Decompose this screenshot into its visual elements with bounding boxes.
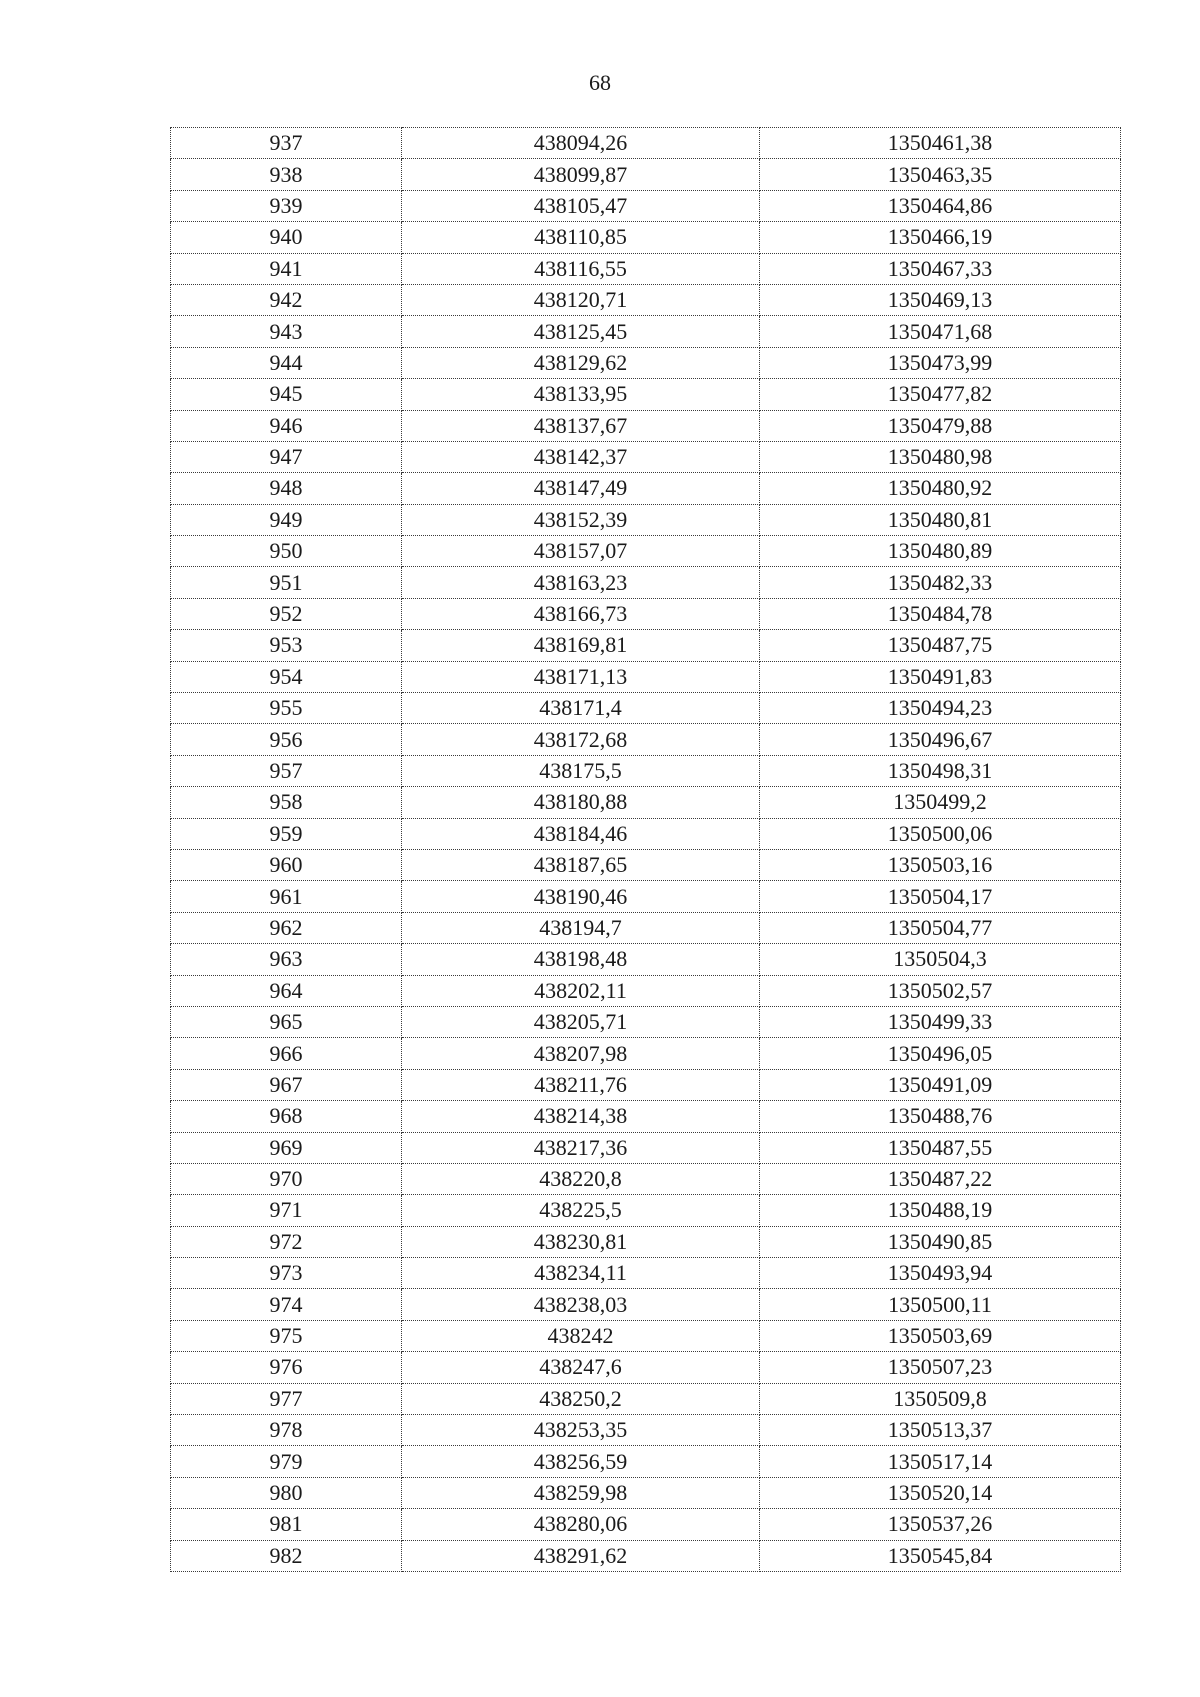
y-coordinate-cell: 1350500,11: [760, 1289, 1121, 1320]
x-coordinate-cell: 438172,68: [402, 724, 760, 755]
x-coordinate-cell: 438137,67: [402, 410, 760, 441]
y-coordinate-cell: 1350480,98: [760, 441, 1121, 472]
point-number-cell: 957: [171, 755, 402, 786]
point-number-cell: 975: [171, 1320, 402, 1351]
y-coordinate-cell: 1350502,57: [760, 975, 1121, 1006]
x-coordinate-cell: 438253,35: [402, 1415, 760, 1446]
y-coordinate-cell: 1350477,82: [760, 379, 1121, 410]
point-number-cell: 956: [171, 724, 402, 755]
y-coordinate-cell: 1350488,76: [760, 1101, 1121, 1132]
point-number-cell: 976: [171, 1352, 402, 1383]
x-coordinate-cell: 438180,88: [402, 787, 760, 818]
point-number-cell: 953: [171, 630, 402, 661]
point-number-cell: 955: [171, 693, 402, 724]
x-coordinate-cell: 438125,45: [402, 316, 760, 347]
x-coordinate-cell: 438205,71: [402, 1006, 760, 1037]
coordinates-table: [170, 127, 1121, 1572]
x-coordinate-cell: 438247,6: [402, 1352, 760, 1383]
table-row: [171, 1352, 1121, 1383]
table-row: [171, 598, 1121, 629]
x-coordinate-cell: 438171,13: [402, 661, 760, 692]
y-coordinate-cell: 1350496,67: [760, 724, 1121, 755]
point-number-cell: 966: [171, 1038, 402, 1069]
point-number-cell: 947: [171, 441, 402, 472]
table-row: [171, 410, 1121, 441]
x-coordinate-cell: 438225,5: [402, 1195, 760, 1226]
x-coordinate-cell: 438157,07: [402, 536, 760, 567]
point-number-cell: 949: [171, 504, 402, 535]
y-coordinate-cell: 1350491,83: [760, 661, 1121, 692]
y-coordinate-cell: 1350503,69: [760, 1320, 1121, 1351]
point-number-cell: 951: [171, 567, 402, 598]
table-row: [171, 1069, 1121, 1100]
point-number-cell: 967: [171, 1069, 402, 1100]
table-row: [171, 1509, 1121, 1540]
y-coordinate-cell: 1350480,92: [760, 473, 1121, 504]
point-number-cell: 943: [171, 316, 402, 347]
x-coordinate-cell: 438230,81: [402, 1226, 760, 1257]
table-row: [171, 441, 1121, 472]
point-number-cell: 979: [171, 1446, 402, 1477]
table-row: [171, 661, 1121, 692]
x-coordinate-cell: 438250,2: [402, 1383, 760, 1414]
point-number-cell: 963: [171, 944, 402, 975]
point-number-cell: 970: [171, 1163, 402, 1194]
table-row: [171, 1163, 1121, 1194]
point-number-cell: 942: [171, 284, 402, 315]
table-row: [171, 1320, 1121, 1351]
point-number-cell: 961: [171, 881, 402, 912]
x-coordinate-cell: 438217,36: [402, 1132, 760, 1163]
x-coordinate-cell: 438094,26: [402, 128, 760, 159]
table-row: [171, 1258, 1121, 1289]
table-row: [171, 1477, 1121, 1508]
y-coordinate-cell: 1350482,33: [760, 567, 1121, 598]
table-row: [171, 536, 1121, 567]
table-row: [171, 944, 1121, 975]
y-coordinate-cell: 1350504,77: [760, 912, 1121, 943]
y-coordinate-cell: 1350500,06: [760, 818, 1121, 849]
x-coordinate-cell: 438214,38: [402, 1101, 760, 1132]
point-number-cell: 941: [171, 253, 402, 284]
table-row: [171, 1415, 1121, 1446]
x-coordinate-cell: 438105,47: [402, 190, 760, 221]
x-coordinate-cell: 438238,03: [402, 1289, 760, 1320]
table-row: [171, 1289, 1121, 1320]
point-number-cell: 938: [171, 159, 402, 190]
y-coordinate-cell: 1350479,88: [760, 410, 1121, 441]
x-coordinate-cell: 438129,62: [402, 347, 760, 378]
point-number-cell: 969: [171, 1132, 402, 1163]
table-row: [171, 316, 1121, 347]
point-number-cell: 980: [171, 1477, 402, 1508]
y-coordinate-cell: 1350463,35: [760, 159, 1121, 190]
point-number-cell: 965: [171, 1006, 402, 1037]
point-number-cell: 959: [171, 818, 402, 849]
y-coordinate-cell: 1350490,85: [760, 1226, 1121, 1257]
y-coordinate-cell: 1350487,75: [760, 630, 1121, 661]
y-coordinate-cell: 1350488,19: [760, 1195, 1121, 1226]
table-row: [171, 222, 1121, 253]
page-number: 68: [589, 70, 611, 95]
x-coordinate-cell: 438207,98: [402, 1038, 760, 1069]
table-row: [171, 1446, 1121, 1477]
table-row: [171, 567, 1121, 598]
table-row: [171, 881, 1121, 912]
table-row: [171, 693, 1121, 724]
y-coordinate-cell: 1350507,23: [760, 1352, 1121, 1383]
x-coordinate-cell: 438256,59: [402, 1446, 760, 1477]
x-coordinate-cell: 438166,73: [402, 598, 760, 629]
x-coordinate-cell: 438110,85: [402, 222, 760, 253]
point-number-cell: 972: [171, 1226, 402, 1257]
table-row: [171, 1006, 1121, 1037]
table-row: [171, 379, 1121, 410]
x-coordinate-cell: 438169,81: [402, 630, 760, 661]
point-number-cell: 964: [171, 975, 402, 1006]
y-coordinate-cell: 1350480,81: [760, 504, 1121, 535]
point-number-cell: 950: [171, 536, 402, 567]
table-row: [171, 253, 1121, 284]
y-coordinate-cell: 1350496,05: [760, 1038, 1121, 1069]
point-number-cell: 973: [171, 1258, 402, 1289]
point-number-cell: 978: [171, 1415, 402, 1446]
x-coordinate-cell: 438142,37: [402, 441, 760, 472]
y-coordinate-cell: 1350499,33: [760, 1006, 1121, 1037]
x-coordinate-cell: 438147,49: [402, 473, 760, 504]
y-coordinate-cell: 1350513,37: [760, 1415, 1121, 1446]
x-coordinate-cell: 438194,7: [402, 912, 760, 943]
point-number-cell: 977: [171, 1383, 402, 1414]
table-row: [171, 849, 1121, 880]
x-coordinate-cell: 438175,5: [402, 755, 760, 786]
table-row: [171, 975, 1121, 1006]
y-coordinate-cell: 1350491,09: [760, 1069, 1121, 1100]
table-row: [171, 159, 1121, 190]
point-number-cell: 958: [171, 787, 402, 818]
y-coordinate-cell: 1350509,8: [760, 1383, 1121, 1414]
y-coordinate-cell: 1350537,26: [760, 1509, 1121, 1540]
y-coordinate-cell: 1350494,23: [760, 693, 1121, 724]
x-coordinate-cell: 438259,98: [402, 1477, 760, 1508]
point-number-cell: 944: [171, 347, 402, 378]
table-row: [171, 128, 1121, 159]
table-row: [171, 818, 1121, 849]
point-number-cell: 937: [171, 128, 402, 159]
x-coordinate-cell: 438234,11: [402, 1258, 760, 1289]
x-coordinate-cell: 438187,65: [402, 849, 760, 880]
point-number-cell: 948: [171, 473, 402, 504]
table-row: [171, 630, 1121, 661]
y-coordinate-cell: 1350473,99: [760, 347, 1121, 378]
y-coordinate-cell: 1350464,86: [760, 190, 1121, 221]
table-row: [171, 724, 1121, 755]
y-coordinate-cell: 1350484,78: [760, 598, 1121, 629]
x-coordinate-cell: 438190,46: [402, 881, 760, 912]
table-row: [171, 1540, 1121, 1571]
y-coordinate-cell: 1350480,89: [760, 536, 1121, 567]
table-row: [171, 473, 1121, 504]
x-coordinate-cell: 438220,8: [402, 1163, 760, 1194]
y-coordinate-cell: 1350493,94: [760, 1258, 1121, 1289]
y-coordinate-cell: 1350467,33: [760, 253, 1121, 284]
y-coordinate-cell: 1350503,16: [760, 849, 1121, 880]
y-coordinate-cell: 1350504,3: [760, 944, 1121, 975]
y-coordinate-cell: 1350469,13: [760, 284, 1121, 315]
point-number-cell: 952: [171, 598, 402, 629]
x-coordinate-cell: 438291,62: [402, 1540, 760, 1571]
coordinates-table-body: [171, 128, 1121, 1572]
point-number-cell: 946: [171, 410, 402, 441]
y-coordinate-cell: 1350487,22: [760, 1163, 1121, 1194]
point-number-cell: 960: [171, 849, 402, 880]
x-coordinate-cell: 438099,87: [402, 159, 760, 190]
x-coordinate-cell: 438116,55: [402, 253, 760, 284]
y-coordinate-cell: 1350499,2: [760, 787, 1121, 818]
x-coordinate-cell: 438120,71: [402, 284, 760, 315]
table-row: [171, 504, 1121, 535]
table-row: [171, 1038, 1121, 1069]
x-coordinate-cell: 438280,06: [402, 1509, 760, 1540]
table-row: [171, 190, 1121, 221]
table-row: [171, 1226, 1121, 1257]
point-number-cell: 962: [171, 912, 402, 943]
point-number-cell: 968: [171, 1101, 402, 1132]
x-coordinate-cell: 438152,39: [402, 504, 760, 535]
table-row: [171, 1132, 1121, 1163]
y-coordinate-cell: 1350461,38: [760, 128, 1121, 159]
point-number-cell: 939: [171, 190, 402, 221]
point-number-cell: 954: [171, 661, 402, 692]
point-number-cell: 982: [171, 1540, 402, 1571]
table-row: [171, 1383, 1121, 1414]
point-number-cell: 971: [171, 1195, 402, 1226]
table-row: [171, 347, 1121, 378]
table-row: [171, 755, 1121, 786]
point-number-cell: 974: [171, 1289, 402, 1320]
y-coordinate-cell: 1350520,14: [760, 1477, 1121, 1508]
x-coordinate-cell: 438163,23: [402, 567, 760, 598]
x-coordinate-cell: 438171,4: [402, 693, 760, 724]
y-coordinate-cell: 1350517,14: [760, 1446, 1121, 1477]
y-coordinate-cell: 1350487,55: [760, 1132, 1121, 1163]
x-coordinate-cell: 438133,95: [402, 379, 760, 410]
point-number-cell: 945: [171, 379, 402, 410]
x-coordinate-cell: 438184,46: [402, 818, 760, 849]
table-row: [171, 912, 1121, 943]
table-row: [171, 284, 1121, 315]
x-coordinate-cell: 438211,76: [402, 1069, 760, 1100]
y-coordinate-cell: 1350466,19: [760, 222, 1121, 253]
table-row: [171, 787, 1121, 818]
y-coordinate-cell: 1350498,31: [760, 755, 1121, 786]
y-coordinate-cell: 1350545,84: [760, 1540, 1121, 1571]
table-row: [171, 1101, 1121, 1132]
x-coordinate-cell: 438242: [402, 1320, 760, 1351]
x-coordinate-cell: 438198,48: [402, 944, 760, 975]
table-row: [171, 1195, 1121, 1226]
point-number-cell: 981: [171, 1509, 402, 1540]
x-coordinate-cell: 438202,11: [402, 975, 760, 1006]
y-coordinate-cell: 1350471,68: [760, 316, 1121, 347]
y-coordinate-cell: 1350504,17: [760, 881, 1121, 912]
point-number-cell: 940: [171, 222, 402, 253]
